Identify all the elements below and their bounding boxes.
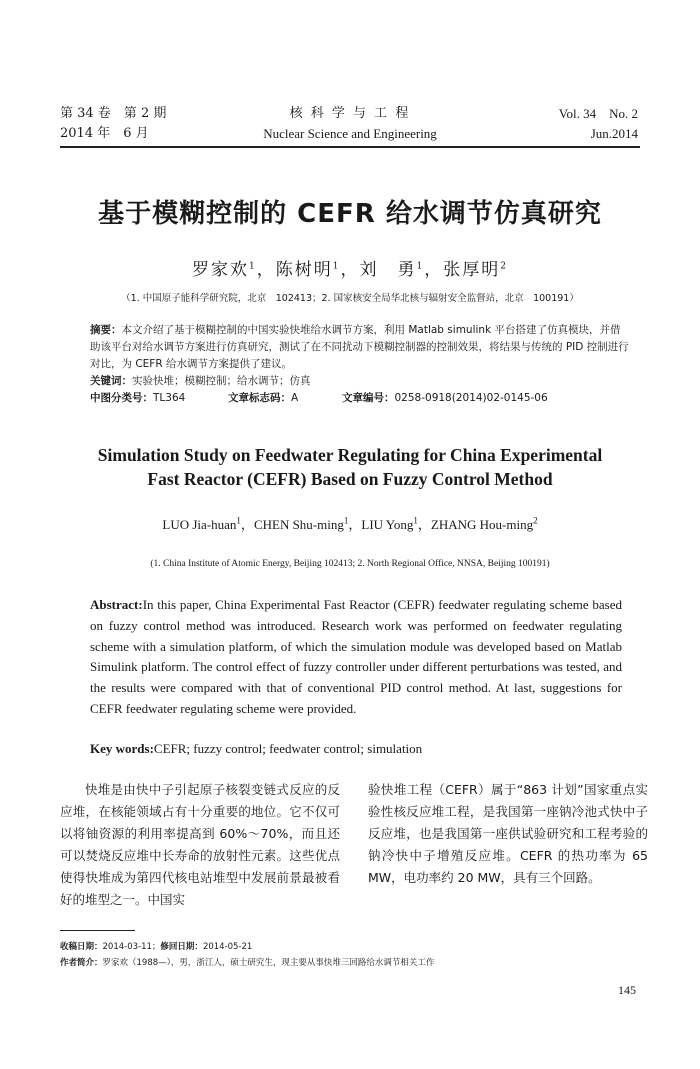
keywords-cn: 关键词：实验快堆；模糊控制；给水调节；仿真 (90, 375, 311, 387)
header-volume-cn: 第 34 卷 第 2 期 (60, 106, 167, 121)
page-number: 145 (618, 983, 636, 997)
author-en: ZHANG Hou-ming$^2$ (430, 515, 538, 532)
author-cn: 张厚明$^2$ (443, 260, 508, 280)
authors-en (0, 514, 700, 533)
body-column-right: 验快堆工程（CEFR）属于“863 计划”国家重点实验性核反应堆工程，是我国第一座钠冷池式快中子反应堆，也是我国第一座供试验研究和工程考验的钠冷快中子增殖反应堆。CEFR 的热功率为 65 MW，电功率约 20 MW，具有三个回路。 (368, 782, 648, 885)
authors-cn (0, 255, 700, 280)
abstract-en: Abstract:In this paper, China Experimental Fast Reactor (CEFR) feedwater regulating scheme based on fuzzy control method was introduced. Research work was performed on feedwater regulating scheme with a simulation platform, of which the simulation module was developed based on Matlab Simulink platform. The control effect of fuzzy controller under different perturbations was tested, and the results were compared with that of conventional PID control method. At last, suggestions for CEFR feedwater regulating scheme were provided. (90, 597, 622, 716)
header-date-cn: 2014 年 6 月 (60, 126, 149, 141)
header-rule (60, 146, 640, 148)
author-en: LIU Yong$^1$， (361, 515, 431, 532)
title-en-line2: Fast Reactor (CEFR) Based on Fuzzy Control Method (147, 469, 553, 489)
affiliation-cn: （1. 中国原子能科学研究院，北京 102413；2. 国家核安全局华北核与辐射安全监督站，北京 100191） (121, 293, 579, 304)
author-en: CHEN Shu-ming$^1$， (253, 515, 362, 532)
clc-number: 中图分类号：TL364 (90, 392, 186, 404)
header-date-en: Jun.2014 (590, 126, 638, 141)
footnote-dates: 收稿日期：2014-03-11；修回日期：2014-05-21 (60, 942, 253, 952)
footnote-rule (60, 930, 135, 931)
author-cn: 刘 勇$^1$， (359, 260, 444, 280)
header-volume-en: Vol. 34 No. 2 (558, 106, 638, 121)
article-number: 文章编号：0258-0918(2014)02-0145-06 (342, 392, 548, 404)
author-en: LUO Jia-huan$^1$， (162, 515, 254, 532)
abstract-cn: 摘要：本文介绍了基于模糊控制的中国实验快堆给水调节方案，利用 Matlab simulink 平台搭建了仿真模块，并借助该平台对给水调节方案进行仿真研究，测试了在不同扰动下模糊控制器的控制效果，将结果与传统的 PID 控制进行对比，为 CEFR 给水调节方案提供了建议。 (90, 324, 629, 370)
footnote-author-bio: 作者简介：罗家欢（1988—），男，浙江人，硕士研究生，现主要从事快堆三回路给水调节相关工作 (60, 958, 435, 968)
doc-code: 文章标志码：A (228, 392, 299, 404)
title-en-line1: Simulation Study on Feedwater Regulating for China Experimental (97, 445, 603, 465)
header-journal-en: Nuclear Science and Engineering (263, 126, 437, 141)
author-cn: 罗家欢$^1$， (192, 260, 276, 280)
header-journal-cn: 核 科 学 与 工 程 (289, 106, 411, 121)
title-cn: 基于模糊控制的 CEFR 给水调节仿真研究 (98, 199, 602, 229)
affiliation-en: (1. China Institute of Atomic Energy, Beijing 102413; 2. North Regional Office, NNSA, Beijing 100191) (150, 559, 550, 569)
classification-line (90, 390, 630, 407)
keywords-en: Key words:CEFR; fuzzy control; feedwater control; simulation (90, 741, 423, 756)
body-column-left: 快堆是由快中子引起原子核裂变链式反应的反应堆，在核能领域占有十分重要的地位。它不仅可以将铀资源的利用率提高到 60%～70%，而且还可以焚烧反应堆中长寿命的放射性元素。这些优点使得快堆成为第四代核电站堆型中发展前景最被看好的堆型之一。中国实 (60, 782, 340, 907)
author-cn: 陈树明$^1$， (275, 260, 360, 280)
